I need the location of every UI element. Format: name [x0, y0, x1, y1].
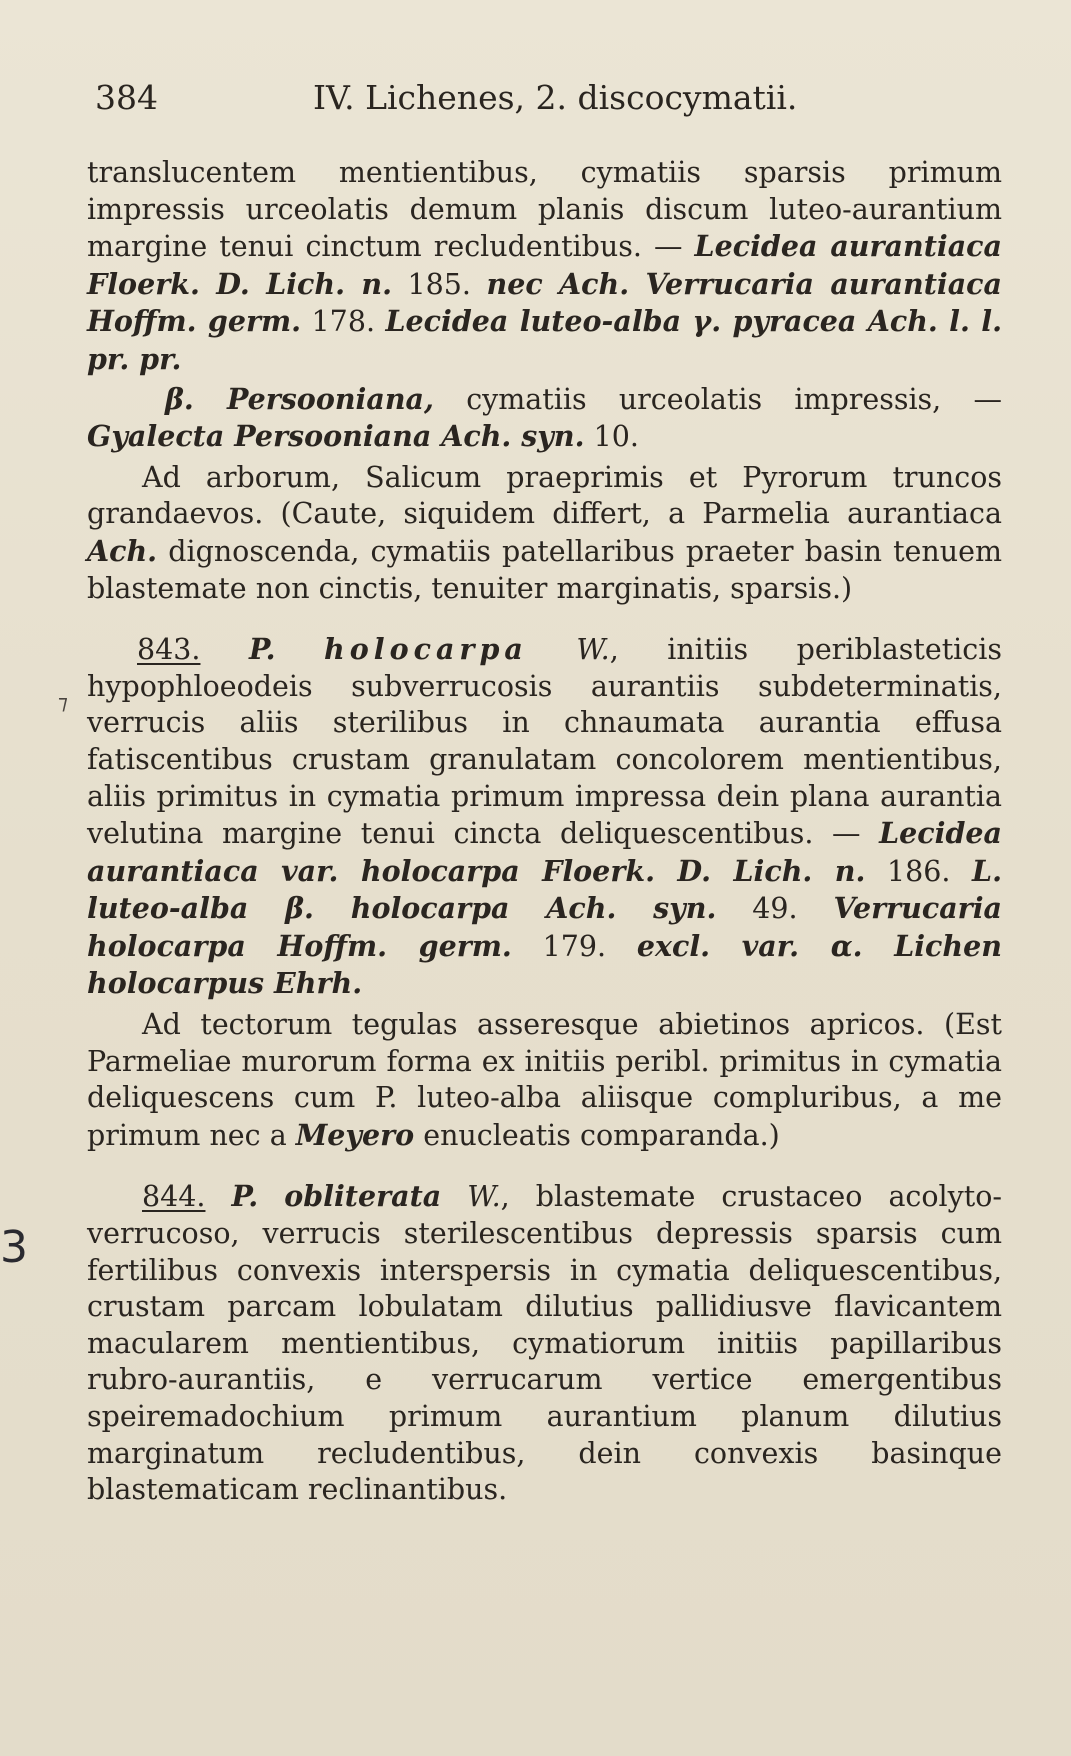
- text-run: dignoscenda, cymatiis patellaribus praeter basin tenuem blastemate non cinctis, tenuiter marginatis, sparsis.): [87, 534, 1002, 605]
- species-name: obliterata: [284, 1179, 442, 1214]
- text-run: 178.: [301, 305, 386, 339]
- text-run: 186.: [865, 854, 973, 888]
- author-name: Meyero: [295, 1117, 415, 1152]
- page-number: 384: [95, 78, 158, 117]
- variety-beta-paragraph: [87, 381, 1002, 456]
- author-abbrev: W.: [467, 1180, 501, 1214]
- text-run: cymatiis urceolatis impressis, —: [433, 382, 1002, 416]
- paragraph-continuation: [87, 155, 1002, 379]
- text-run: 10.: [584, 420, 639, 454]
- running-header: [95, 78, 798, 128]
- citation: excl. var. α. Lichen holocarpus Ehrh.: [87, 928, 1002, 1001]
- citation: Ach.: [87, 533, 158, 568]
- text-run: , blastemate crustaceo acolyto-verrucoso, verrucis sterilescentibus depressis sparsis cum fertilibus convexis interspersis in cymatia deliquescentibus, crustam parcam lobulatam dilutius pallidiusve flavicantem macularem mentientibus, cymatiorum initiis papillaribus rubro-aurantiis, e verrucarum vertice emergentibus speiremadochium primum aurantium planum dilutius marginatum recludentibus, dein convexis basinque blastematicam reclinantibus.: [87, 1180, 1003, 1507]
- entry-number: 844.: [142, 1180, 206, 1214]
- species-name: holocarpa: [324, 632, 528, 667]
- text-run: 185.: [392, 267, 487, 301]
- text-run: translucentem mentientibus, cymatiis sparsis primum impressis urceolatis demum planis discum luteo-aurantium margine tenui cinctum recludentibus. —: [87, 156, 1002, 264]
- running-title: IV. Lichenes, 2. discocymatii.: [313, 78, 798, 117]
- text-run: Ad tectorum tegulas asseresque abietinos apricos. (Est Parmeliae murorum forma ex initiis peribl. primitus in cymatia deliquescens cum P. luteo-alba aliisque compluribus, a me primum nec a: [87, 1008, 1002, 1152]
- body-text: [87, 155, 1002, 1509]
- genus-abbrev: P.: [248, 632, 276, 667]
- habitat-paragraph: [87, 460, 1002, 607]
- habitat-paragraph-843: [87, 1007, 1002, 1154]
- entry-843: [87, 631, 1002, 1003]
- citation: L. luteo-alba β. holocarpa Ach. syn.: [87, 853, 1003, 926]
- citation: nec Ach. Verrucaria aurantiaca Hoffm. germ.: [87, 266, 1002, 339]
- variety-name: β. Persooniana,: [165, 381, 434, 416]
- text-run: enucleatis comparanda.): [414, 1118, 780, 1152]
- entry-844: [87, 1178, 1002, 1508]
- author-abbrev: W.: [576, 633, 610, 667]
- citation: Lecidea aurantiaca var. holocarpa Floerk. D. Lich. n.: [87, 816, 1002, 888]
- citation: Lecidea luteo-alba γ. pyracea Ach. l. l. pr. pr.: [87, 304, 1002, 376]
- text-run: 179.: [511, 929, 637, 963]
- text-run: 49.: [716, 892, 834, 926]
- text-run: Ad arborum, Salicum praeprimis et Pyrorum truncos grandaevos. (Caute, siquidem differt, a Parmelia aurantiaca: [87, 460, 1002, 531]
- text-run: , initiis periblasteticis hypophloeodeis subverrucosis aurantiis subdeterminatis, verrucis aliis sterilibus in chnaumata aurantia effusa fatiscentibus crustam granulatam concolorem mentientibus, aliis primitus in cymatia primum impressa dein plana aurantia velutina margine tenui cincta deliquescentibus. —: [87, 633, 1002, 851]
- margin-mark-2: 3: [0, 1222, 28, 1273]
- citation: Lecidea aurantiaca Floerk. D. Lich. n.: [87, 229, 1002, 301]
- citation: Gyalecta Persooniana Ach. syn.: [87, 419, 585, 454]
- genus-abbrev: P.: [231, 1179, 259, 1214]
- entry-number: 843.: [137, 633, 201, 667]
- margin-mark-1: ⁊: [58, 690, 68, 714]
- citation: Verrucaria holocarpa Hoffm. germ.: [87, 891, 1002, 963]
